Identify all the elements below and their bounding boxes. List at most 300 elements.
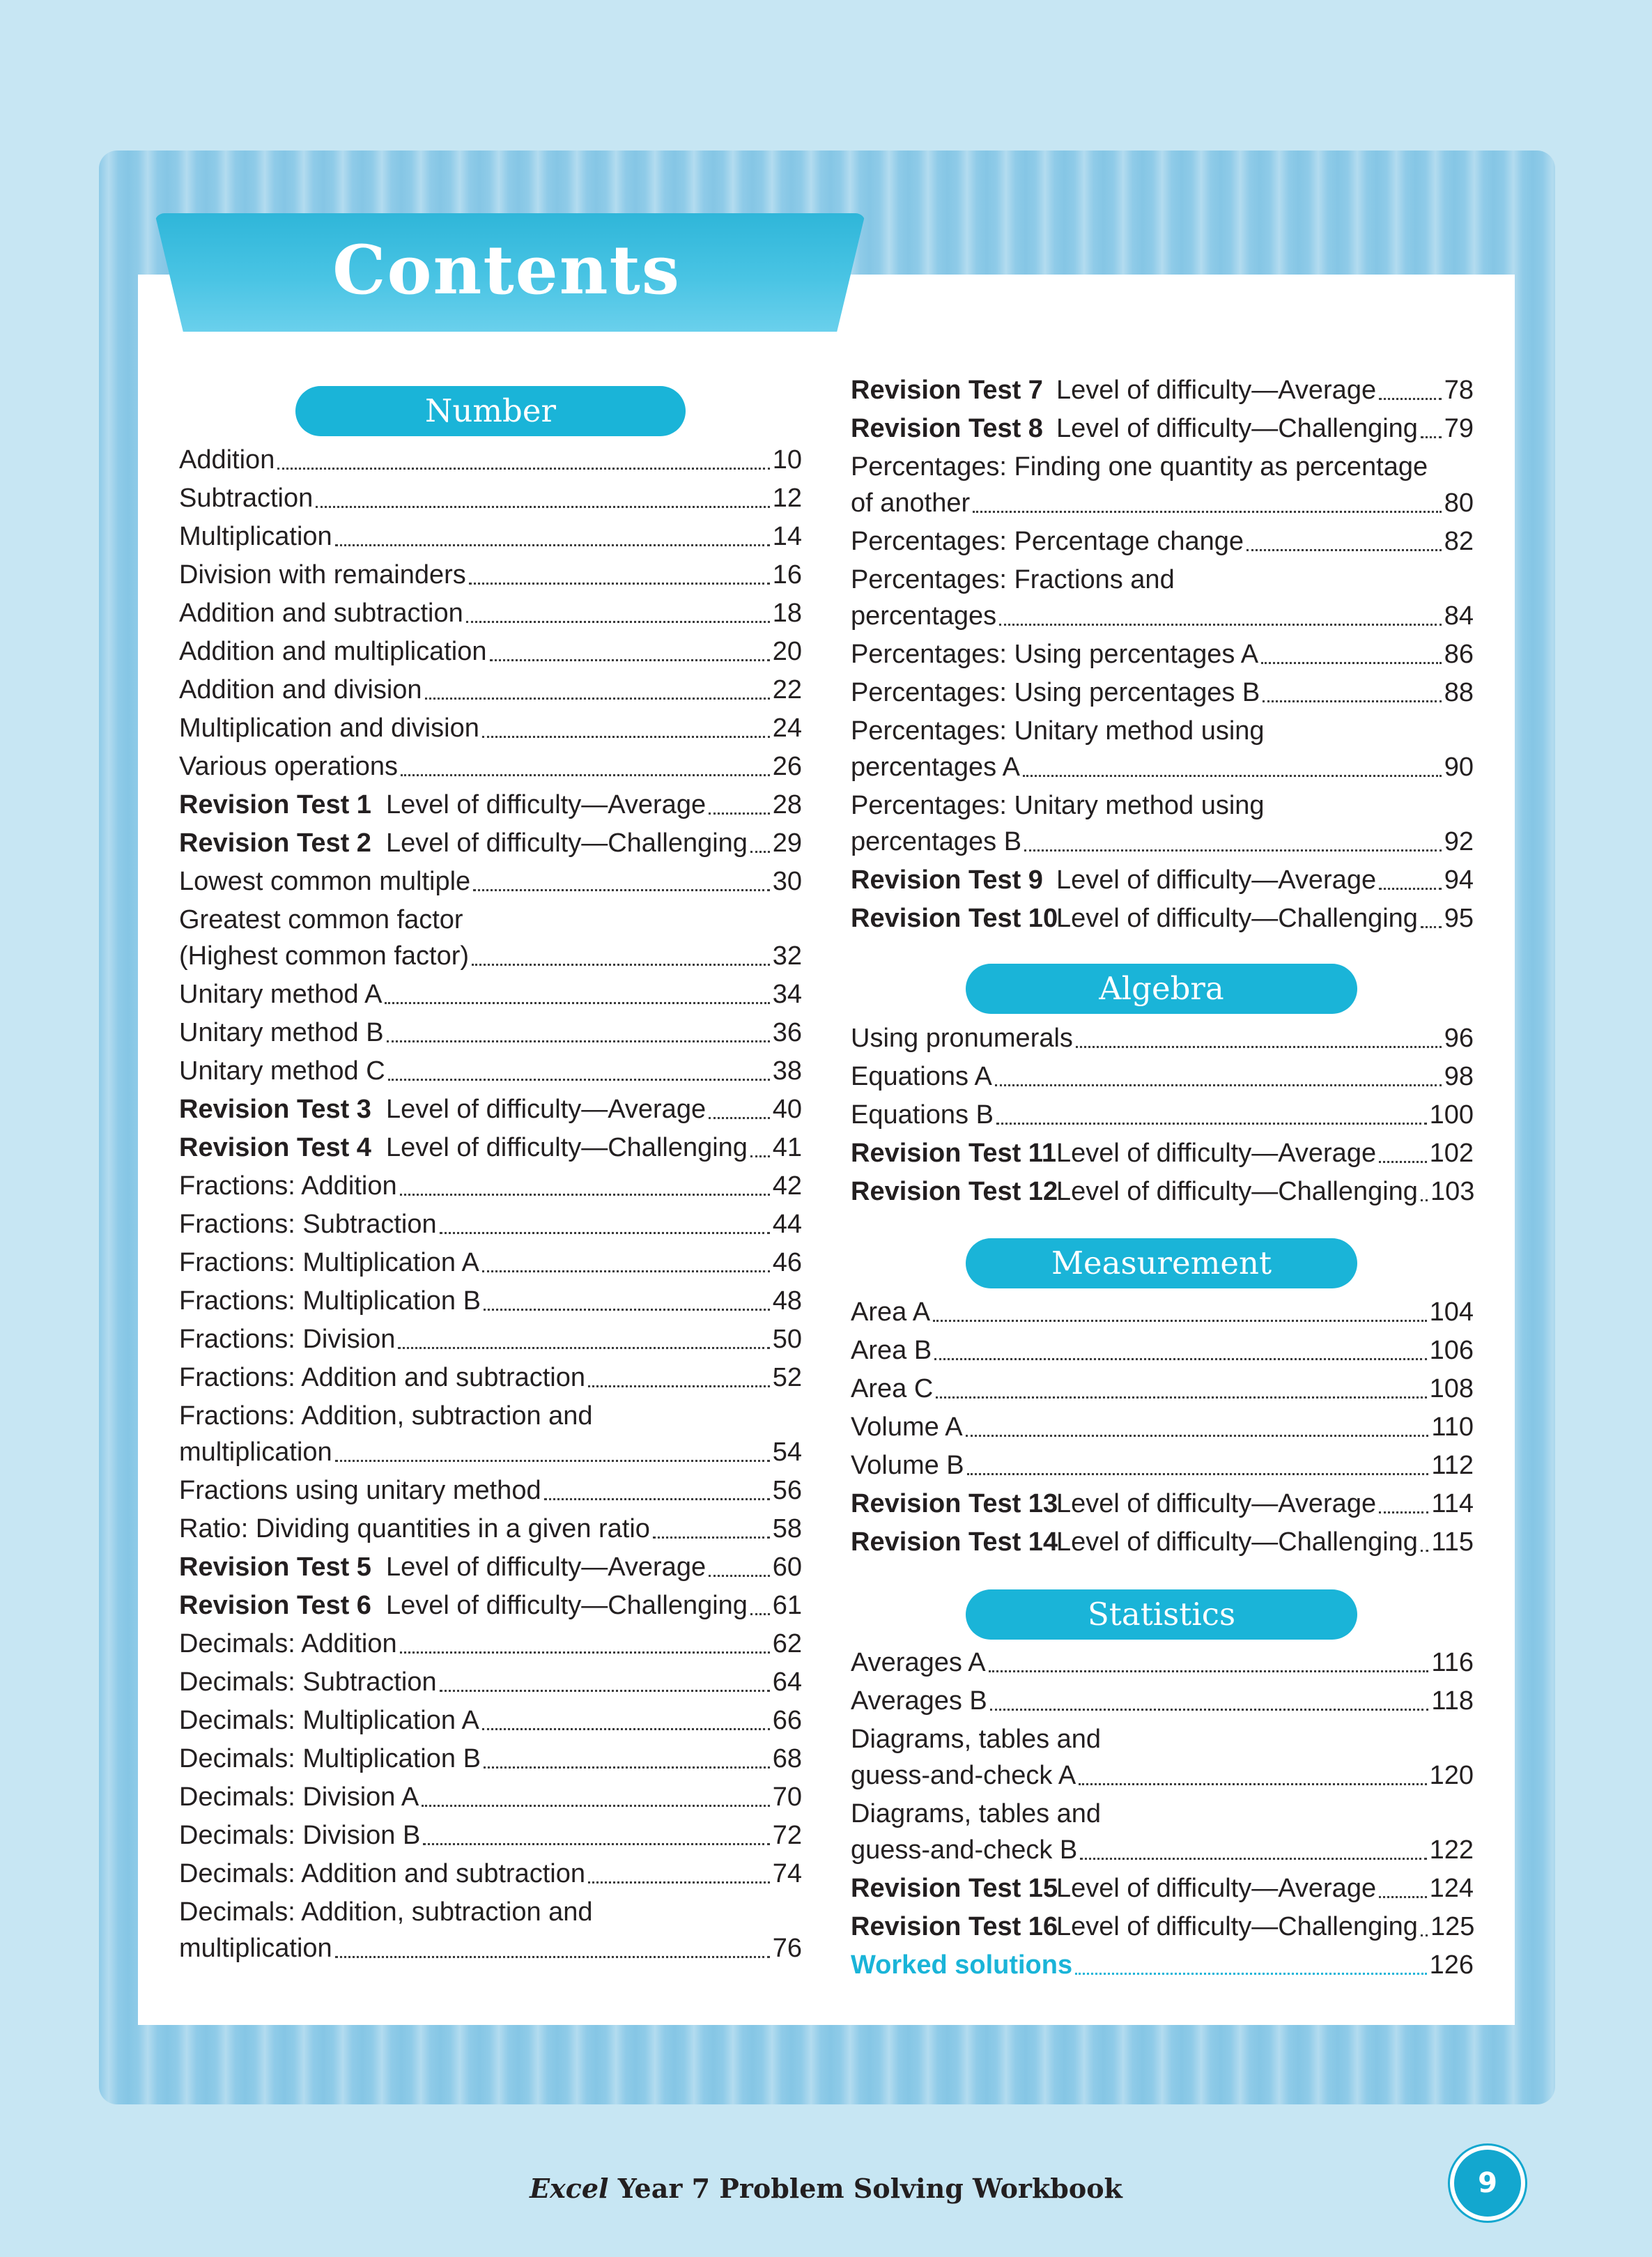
toc-entry xyxy=(179,1856,802,1892)
toc-entry xyxy=(179,1894,802,1966)
toc-revision-entry xyxy=(179,825,802,861)
difficulty-label: Level of difficulty—Average xyxy=(386,790,707,819)
dot-leader xyxy=(1379,398,1442,400)
toc-entry xyxy=(179,1206,802,1242)
dot-leader xyxy=(653,1536,770,1539)
revision-test-label: Revision Test 6 xyxy=(179,1591,371,1620)
page-number: 40 xyxy=(772,1095,802,1124)
toc-entry-title: Unitary method B xyxy=(179,1018,384,1047)
toc-entry-title: Addition and subtraction xyxy=(179,599,463,628)
dot-leader xyxy=(1076,1046,1442,1048)
dot-leader xyxy=(1263,700,1441,702)
difficulty-label: Level of difficulty—Average xyxy=(386,1095,707,1124)
toc-entry-title: Using pronumerals xyxy=(851,1024,1073,1053)
toc-entry-title: Fractions: Addition and subtraction xyxy=(179,1363,586,1392)
toc-entry-title-line1: Greatest common factor xyxy=(179,905,463,934)
difficulty-label: Level of difficulty—Challenging xyxy=(386,829,748,858)
page-number: 106 xyxy=(1429,1336,1474,1365)
difficulty-label: Level of difficulty—Challenging xyxy=(1056,1912,1418,1941)
toc-entry-title: Percentages: Percentage change xyxy=(851,527,1244,556)
toc-revision-entry xyxy=(851,862,1474,898)
difficulty-label: Level of difficulty—Average xyxy=(1056,865,1377,895)
toc-entry xyxy=(179,1741,802,1777)
dot-leader xyxy=(544,1498,770,1500)
page-number: 120 xyxy=(1429,1761,1474,1790)
page-number: 36 xyxy=(772,1018,802,1047)
revision-test-label: Revision Test 8 xyxy=(851,414,1043,443)
difficulty-label: Level of difficulty—Average xyxy=(1056,1874,1377,1903)
toc-entry-title-line1: Percentages: Unitary method using xyxy=(851,716,1265,746)
page-number: 102 xyxy=(1429,1139,1474,1168)
toc-entry-title: Volume B xyxy=(851,1451,964,1480)
toc-entry-title: percentages xyxy=(851,601,997,631)
toc-entry-title-line1: Percentages: Unitary method using xyxy=(851,791,1265,820)
page-number: 80 xyxy=(1444,488,1474,518)
toc-entry-title: Addition and multiplication xyxy=(179,637,487,666)
footer-brand: Excel xyxy=(530,2173,609,2204)
toc-entry xyxy=(851,523,1474,560)
dot-leader xyxy=(1421,926,1442,928)
toc-entry xyxy=(851,1447,1474,1484)
toc-entry-title: Percentages: Using percentages A xyxy=(851,640,1259,669)
toc-entry-title: Volume A xyxy=(851,1412,963,1442)
dot-leader xyxy=(1421,1199,1428,1201)
page-number: 94 xyxy=(1444,865,1474,895)
dot-leader xyxy=(1421,436,1442,438)
toc-entry xyxy=(179,1283,802,1319)
toc-entry xyxy=(851,1020,1474,1056)
revision-test-label: Revision Test 2 xyxy=(179,829,371,858)
dot-leader xyxy=(400,1194,770,1196)
dot-leader xyxy=(335,1460,770,1462)
dot-leader xyxy=(482,1728,770,1730)
toc-entry-title: Decimals: Division A xyxy=(179,1782,419,1812)
dot-leader xyxy=(1075,1973,1426,1975)
page-number: 126 xyxy=(1429,1950,1474,1980)
dot-leader xyxy=(401,774,770,776)
page-number: 116 xyxy=(1431,1648,1474,1677)
toc-revision-entry xyxy=(179,1091,802,1127)
page-number-badge: 9 xyxy=(1450,2146,1525,2221)
toc-entry-title: Equations A xyxy=(851,1062,992,1091)
section-header-number: Number xyxy=(295,386,686,436)
toc-entry-title: Addition xyxy=(179,445,275,475)
page-number: 30 xyxy=(772,867,802,896)
toc-entry-title-line1: Diagrams, tables and xyxy=(851,1725,1102,1754)
page-number: 24 xyxy=(772,714,802,743)
page-number: 14 xyxy=(772,522,802,551)
dot-leader xyxy=(1421,1934,1428,1936)
page-number: 32 xyxy=(772,941,802,971)
toc-entry xyxy=(179,902,802,974)
difficulty-label: Level of difficulty—Challenging xyxy=(1056,414,1418,443)
page-number: 82 xyxy=(1444,527,1474,556)
page-number: 72 xyxy=(772,1821,802,1850)
toc-revision-entry xyxy=(851,1909,1474,1945)
page-number: 110 xyxy=(1431,1412,1474,1442)
dot-leader xyxy=(423,1843,769,1845)
page-number: 29 xyxy=(772,829,802,858)
toc-entry-title: Area A xyxy=(851,1297,931,1327)
revision-test-label: Revision Test 11 xyxy=(851,1139,1056,1168)
toc-entry-title: Addition and division xyxy=(179,675,422,704)
page-number: 48 xyxy=(772,1286,802,1316)
dot-leader xyxy=(999,624,1442,626)
page-number: 86 xyxy=(1444,640,1474,669)
revision-test-label: Revision Test 1 xyxy=(179,790,371,819)
toc-entry-title-line1: Decimals: Addition, subtraction and xyxy=(179,1897,593,1927)
toc-entry-title: (Highest common factor) xyxy=(179,941,470,971)
page-number: 115 xyxy=(1431,1527,1474,1557)
dot-leader xyxy=(440,1232,770,1234)
toc-entry xyxy=(179,595,802,631)
toc-entry xyxy=(179,710,802,746)
toc-entry-title: percentages A xyxy=(851,753,1020,782)
page-title: Contents xyxy=(332,231,681,309)
dot-leader xyxy=(277,468,769,470)
toc-revision-entry xyxy=(851,1524,1474,1560)
toc-entry xyxy=(179,1398,802,1470)
dot-leader xyxy=(484,1766,770,1769)
page-number: 88 xyxy=(1444,678,1474,707)
toc-entry-title-line1: Percentages: Finding one quantity as percentage xyxy=(851,452,1428,482)
page-number: 62 xyxy=(772,1629,802,1658)
toc-entry xyxy=(179,1779,802,1815)
dot-leader xyxy=(973,511,1442,513)
toc-entry-title: Equations B xyxy=(851,1100,994,1130)
toc-entry xyxy=(851,1332,1474,1369)
difficulty-label: Level of difficulty—Average xyxy=(1056,1489,1377,1518)
dot-leader xyxy=(335,1956,770,1958)
toc-entry xyxy=(851,1294,1474,1330)
toc-entry xyxy=(851,636,1474,672)
dot-leader xyxy=(385,1002,769,1004)
toc-entry-title: Multiplication and division xyxy=(179,714,479,743)
page-number: 44 xyxy=(772,1210,802,1239)
dot-leader xyxy=(425,698,770,700)
toc-entry xyxy=(179,1472,802,1509)
dot-leader xyxy=(1246,549,1442,551)
page-number: 60 xyxy=(772,1553,802,1582)
page-number: 16 xyxy=(772,560,802,590)
dot-leader xyxy=(490,659,770,661)
revision-test-label: Revision Test 9 xyxy=(851,865,1043,895)
dot-leader xyxy=(996,1123,1427,1125)
page-number: 100 xyxy=(1429,1100,1474,1130)
revision-test-label: Revision Test 13 xyxy=(851,1489,1058,1518)
dot-leader xyxy=(990,1709,1429,1711)
dot-leader xyxy=(1379,888,1442,890)
dot-leader xyxy=(335,544,770,546)
revision-test-label: Revision Test 4 xyxy=(179,1133,371,1162)
page-number: 50 xyxy=(772,1325,802,1354)
difficulty-label: Level of difficulty—Average xyxy=(1056,1139,1377,1168)
toc-entry-title: multiplication xyxy=(179,1934,332,1963)
toc-entry xyxy=(851,449,1474,521)
dot-leader xyxy=(400,1651,770,1654)
page-number: 66 xyxy=(772,1706,802,1735)
dot-leader xyxy=(398,1347,769,1349)
page-number: 74 xyxy=(772,1859,802,1888)
toc-entry-title: Subtraction xyxy=(179,484,314,513)
toc-entry-title: Unitary method C xyxy=(179,1056,385,1086)
toc-entry xyxy=(179,1511,802,1547)
revision-test-label: Revision Test 14 xyxy=(851,1527,1058,1557)
toc-entry xyxy=(851,1097,1474,1133)
page-number: 92 xyxy=(1444,827,1474,856)
toc-entry-title: Decimals: Addition and subtraction xyxy=(179,1859,585,1888)
toc-entry-title-line1: Fractions: Addition, subtraction and xyxy=(179,1401,593,1431)
toc-entry xyxy=(179,1817,802,1854)
toc-entry xyxy=(851,787,1474,860)
toc-entry-title: Averages B xyxy=(851,1686,987,1716)
dot-leader xyxy=(967,1473,1429,1475)
toc-entry xyxy=(179,1321,802,1357)
dot-leader xyxy=(989,1670,1429,1672)
dot-leader xyxy=(750,851,770,853)
dot-leader xyxy=(750,1155,770,1157)
page-number: 98 xyxy=(1444,1062,1474,1091)
toc-entry xyxy=(179,1626,802,1662)
page-number: 54 xyxy=(772,1438,802,1467)
page-number: 26 xyxy=(772,752,802,781)
toc-entry-title-line1: Percentages: Fractions and xyxy=(851,565,1175,594)
toc-entry-title: Decimals: Multiplication B xyxy=(179,1744,481,1773)
page-number: 108 xyxy=(1429,1374,1474,1403)
revision-test-label: Revision Test 5 xyxy=(179,1553,371,1582)
dot-leader xyxy=(588,1385,770,1387)
dot-leader xyxy=(466,621,770,623)
toc-entry-title: Fractions using unitary method xyxy=(179,1476,541,1505)
dot-leader xyxy=(440,1690,770,1692)
toc-revision-entry xyxy=(179,1549,802,1585)
dot-leader xyxy=(1421,1550,1428,1552)
dot-leader xyxy=(1079,1783,1426,1785)
toc-entry-title: Ratio: Dividing quantities in a given ratio xyxy=(179,1514,650,1543)
toc-entry xyxy=(179,1168,802,1204)
revision-test-label: Revision Test 10 xyxy=(851,904,1058,933)
dot-leader xyxy=(1379,1511,1428,1513)
toc-entry xyxy=(179,748,802,785)
toc-entry xyxy=(179,1702,802,1739)
toc-entry xyxy=(179,1053,802,1089)
toc-entry xyxy=(851,1796,1474,1868)
toc-entry-title: guess-and-check A xyxy=(851,1761,1076,1790)
dot-leader xyxy=(484,1309,770,1311)
toc-entry-title: Division with remainders xyxy=(179,560,466,590)
toc-entry-title: Decimals: Multiplication A xyxy=(179,1706,479,1735)
toc-entry-title: Fractions: Division xyxy=(179,1325,396,1354)
toc-entry xyxy=(851,713,1474,785)
dot-leader xyxy=(750,1613,770,1615)
dot-leader xyxy=(709,1117,770,1119)
page-number: 10 xyxy=(772,445,802,475)
page-number: 90 xyxy=(1444,753,1474,782)
page-number: 124 xyxy=(1429,1874,1474,1903)
toc-entry-title: multiplication xyxy=(179,1438,332,1467)
toc-revision-entry xyxy=(851,1870,1474,1906)
dot-leader xyxy=(482,1270,770,1272)
dot-leader xyxy=(933,1320,1427,1322)
revision-test-label: Revision Test 3 xyxy=(179,1095,371,1124)
section-header-measurement: Measurement xyxy=(966,1238,1357,1288)
toc-entry xyxy=(179,480,802,516)
toc-entry-title: of another xyxy=(851,488,971,518)
footer-book-title: Year 7 Problem Solving Workbook xyxy=(608,2173,1122,2204)
toc-entry-title: Decimals: Division B xyxy=(179,1821,421,1850)
toc-entry xyxy=(179,1664,802,1700)
page-number: 95 xyxy=(1444,904,1474,933)
toc-revision-entry xyxy=(851,1486,1474,1522)
page-number: 58 xyxy=(772,1514,802,1543)
page-number: 114 xyxy=(1431,1489,1474,1518)
toc-entry-title: Lowest common multiple xyxy=(179,867,471,896)
toc-entry-title: Fractions: Multiplication A xyxy=(179,1248,479,1277)
page-number: 103 xyxy=(1430,1177,1475,1206)
toc-entry xyxy=(179,442,802,478)
dot-leader xyxy=(482,736,770,738)
toc-entry xyxy=(179,1245,802,1281)
difficulty-label: Level of difficulty—Challenging xyxy=(1056,904,1418,933)
dot-leader xyxy=(1024,849,1442,852)
page-number: 125 xyxy=(1430,1912,1475,1941)
toc-entry-title: Decimals: Subtraction xyxy=(179,1667,437,1697)
revision-test-label: Revision Test 16 xyxy=(851,1912,1058,1941)
toc-entry xyxy=(851,1683,1474,1719)
dot-leader xyxy=(388,1079,770,1081)
dot-leader xyxy=(387,1040,770,1042)
dot-leader xyxy=(316,506,769,508)
toc-revision-entry xyxy=(179,1130,802,1166)
page-number: 104 xyxy=(1429,1297,1474,1327)
toc-entry-title: Fractions: Addition xyxy=(179,1171,397,1201)
page-number: 52 xyxy=(772,1363,802,1392)
dot-leader xyxy=(934,1358,1426,1360)
toc-entry-title: Unitary method A xyxy=(179,980,383,1009)
toc-entry-title: Multiplication xyxy=(179,522,332,551)
dot-leader xyxy=(472,964,770,966)
page-number: 56 xyxy=(772,1476,802,1505)
toc-entry xyxy=(851,1058,1474,1095)
page-number: 122 xyxy=(1429,1835,1474,1865)
difficulty-label: Level of difficulty—Average xyxy=(1056,376,1377,405)
toc-entry xyxy=(851,1644,1474,1681)
dot-leader xyxy=(966,1435,1429,1437)
toc-entry xyxy=(179,518,802,555)
toc-entry xyxy=(179,633,802,670)
toc-revision-entry xyxy=(851,410,1474,447)
page-number: 84 xyxy=(1444,601,1474,631)
toc-entry xyxy=(179,976,802,1012)
page-number: 46 xyxy=(772,1248,802,1277)
dot-leader xyxy=(422,1805,770,1807)
toc-entry xyxy=(179,672,802,708)
toc-entry xyxy=(179,1015,802,1051)
toc-entry-title: Decimals: Addition xyxy=(179,1629,397,1658)
page-number: 118 xyxy=(1431,1686,1474,1716)
dot-leader xyxy=(1261,662,1442,664)
toc-entry xyxy=(851,1371,1474,1407)
page-number: 70 xyxy=(772,1782,802,1812)
page-number: 22 xyxy=(772,675,802,704)
dot-leader xyxy=(1023,775,1442,777)
page-number: 20 xyxy=(772,637,802,666)
revision-test-label: Revision Test 15 xyxy=(851,1874,1058,1903)
section-header-algebra: Algebra xyxy=(966,964,1357,1014)
revision-test-label: Revision Test 7 xyxy=(851,376,1043,405)
dot-leader xyxy=(469,583,770,585)
toc-entry-title: Fractions: Multiplication B xyxy=(179,1286,481,1316)
toc-entry xyxy=(179,557,802,593)
toc-entry-title: Area B xyxy=(851,1336,932,1365)
page-number: 38 xyxy=(772,1056,802,1086)
page-number: 42 xyxy=(772,1171,802,1201)
page-number: 96 xyxy=(1444,1024,1474,1053)
page-number: 76 xyxy=(772,1934,802,1963)
toc-worked-solutions xyxy=(851,1947,1474,1983)
page-number: 68 xyxy=(772,1744,802,1773)
page-number: 41 xyxy=(772,1133,802,1162)
toc-entry xyxy=(851,1721,1474,1794)
toc-revision-entry xyxy=(179,1587,802,1624)
toc-entry-title: Percentages: Using percentages B xyxy=(851,678,1260,707)
dot-leader xyxy=(709,812,770,815)
dot-leader xyxy=(709,1575,770,1577)
footer-title xyxy=(0,2173,1652,2204)
difficulty-label: Level of difficulty—Challenging xyxy=(386,1133,748,1162)
page-number: 18 xyxy=(772,599,802,628)
revision-test-label: Revision Test 12 xyxy=(851,1177,1058,1206)
toc-entry-title: Fractions: Subtraction xyxy=(179,1210,437,1239)
dot-leader xyxy=(1080,1858,1426,1860)
page-number: 78 xyxy=(1444,376,1474,405)
toc-revision-entry xyxy=(851,1135,1474,1171)
page-number: 34 xyxy=(772,980,802,1009)
toc-revision-entry xyxy=(851,372,1474,408)
toc-entry xyxy=(179,1359,802,1396)
dot-leader xyxy=(995,1084,1442,1086)
toc-revision-entry xyxy=(851,900,1474,937)
difficulty-label: Level of difficulty—Challenging xyxy=(1056,1527,1418,1557)
dot-leader xyxy=(1379,1161,1427,1163)
difficulty-label: Level of difficulty—Average xyxy=(386,1553,707,1582)
dot-leader xyxy=(473,889,770,891)
toc-entry-title: Averages A xyxy=(851,1648,986,1677)
toc-entry-title: Area C xyxy=(851,1374,934,1403)
toc-entry xyxy=(851,675,1474,711)
difficulty-label: Level of difficulty—Challenging xyxy=(386,1591,748,1620)
toc-revision-entry xyxy=(179,787,802,823)
page-number: 79 xyxy=(1444,414,1474,443)
toc-revision-entry xyxy=(851,1173,1474,1210)
page-number: 64 xyxy=(772,1667,802,1697)
toc-entry-title: guess-and-check B xyxy=(851,1835,1078,1865)
toc-entry-title-line1: Diagrams, tables and xyxy=(851,1799,1102,1828)
dot-leader xyxy=(1379,1896,1427,1898)
dot-leader xyxy=(588,1881,770,1884)
toc-entry xyxy=(179,863,802,900)
page-number: 28 xyxy=(772,790,802,819)
page-number: 12 xyxy=(772,484,802,513)
toc-entry xyxy=(851,562,1474,634)
difficulty-label: Level of difficulty—Challenging xyxy=(1056,1177,1418,1206)
toc-entry-title: percentages B xyxy=(851,827,1022,856)
toc-entry-title: Various operations xyxy=(179,752,399,781)
dot-leader xyxy=(936,1396,1426,1399)
worked-solutions-label: Worked solutions xyxy=(851,1950,1073,1980)
page-number: 112 xyxy=(1431,1451,1474,1480)
page-number: 61 xyxy=(772,1591,802,1620)
